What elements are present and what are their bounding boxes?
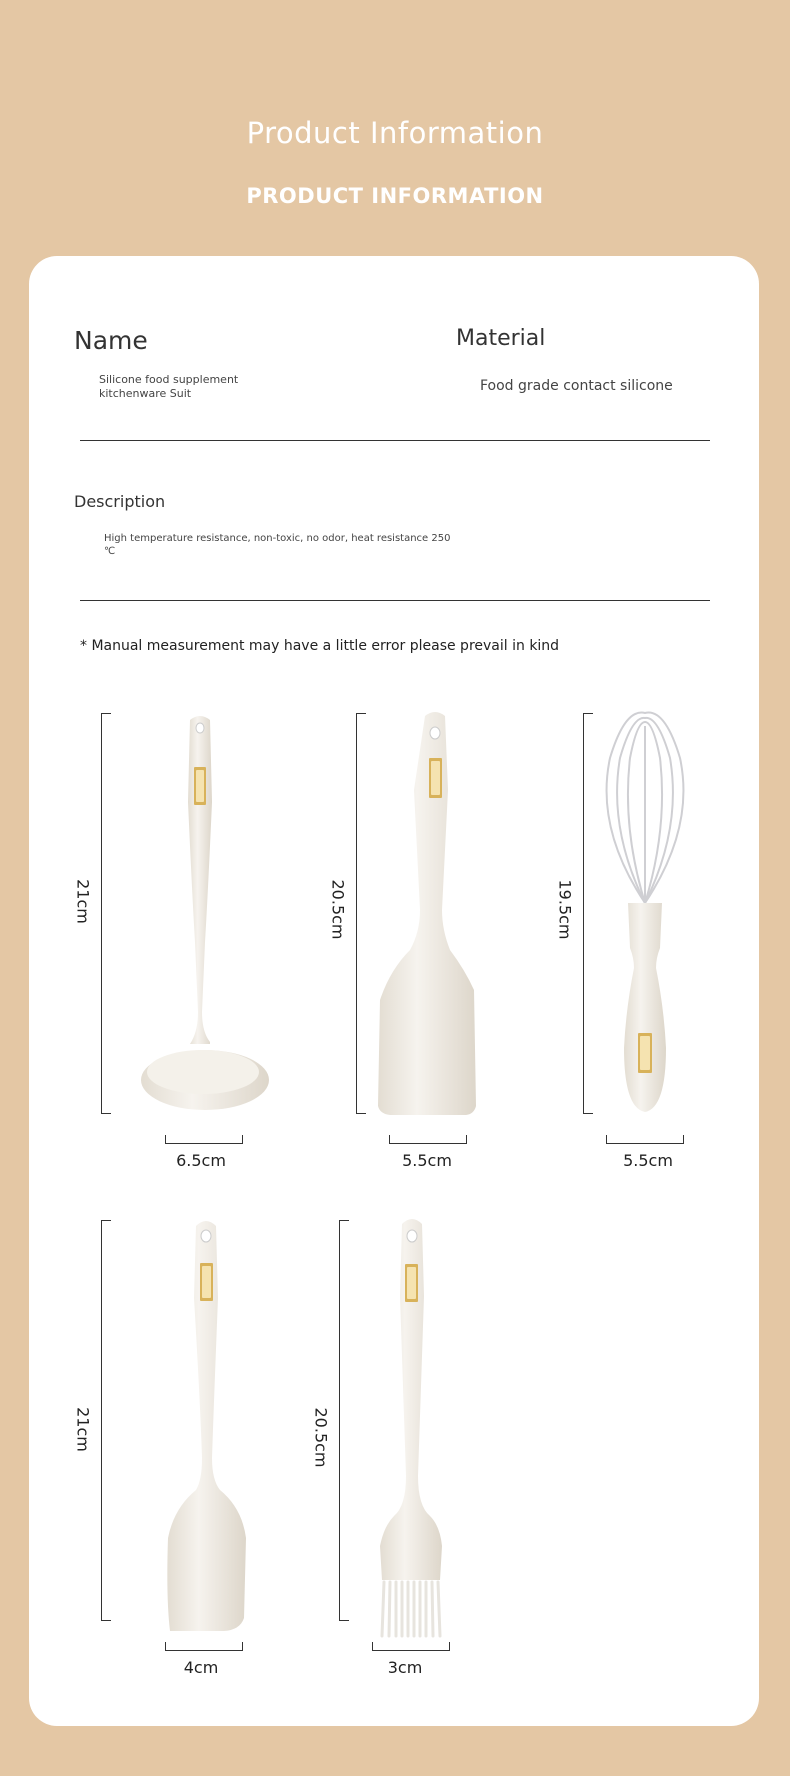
whisk-width-label: 5.5cm [623, 1151, 673, 1170]
description-label: Description [74, 492, 166, 511]
page-subtitle: PRODUCT INFORMATION [246, 184, 544, 208]
measurement-note: * Manual measurement may have a little error please prevail in kind [80, 638, 560, 654]
name-value: Silicone food supplement kitchenware Suit [99, 373, 239, 400]
dimension-tick [101, 1620, 111, 1621]
width-dimension-bracket [606, 1135, 684, 1144]
ladle-width-label: 6.5cm [176, 1151, 226, 1170]
height-dimension-line [356, 713, 357, 1114]
name-label: Name [74, 326, 148, 355]
brush-image [368, 1216, 458, 1640]
turner-height-label: 20.5cm [328, 879, 348, 940]
dimension-tick [339, 1620, 349, 1621]
dimension-tick [101, 1113, 111, 1114]
dimension-tick [101, 713, 111, 714]
height-dimension-line [101, 713, 102, 1114]
divider [80, 440, 710, 441]
turner-width-label: 5.5cm [402, 1151, 452, 1170]
height-dimension-line [583, 713, 584, 1114]
material-label: Material [456, 326, 546, 351]
width-dimension-bracket [165, 1642, 243, 1651]
spatula-width-label: 4cm [183, 1658, 219, 1677]
dimension-tick [356, 713, 366, 714]
dimension-tick [339, 1220, 349, 1221]
ladle-image [130, 712, 280, 1118]
turner-image [370, 710, 490, 1120]
width-dimension-bracket [165, 1135, 243, 1144]
spatula-height-label: 21cm [73, 1407, 93, 1452]
description-value: High temperature resistance, non-toxic, no odor, heat resistance 250 ℃ [104, 533, 451, 557]
page-title: Product Information [246, 116, 544, 150]
width-dimension-bracket [372, 1642, 450, 1651]
whisk-height-label: 19.5cm [555, 879, 575, 940]
brush-width-label: 3cm [387, 1658, 423, 1677]
whisk-image [590, 708, 700, 1118]
height-dimension-line [101, 1220, 102, 1621]
brush-height-label: 20.5cm [311, 1407, 331, 1468]
height-dimension-line [339, 1220, 340, 1621]
dimension-tick [356, 1113, 366, 1114]
ladle-height-label: 21cm [73, 879, 93, 924]
material-value: Food grade contact silicone [480, 378, 673, 394]
width-dimension-bracket [389, 1135, 467, 1144]
spatula-image [160, 1218, 260, 1634]
dimension-tick [101, 1220, 111, 1221]
divider [80, 600, 710, 601]
